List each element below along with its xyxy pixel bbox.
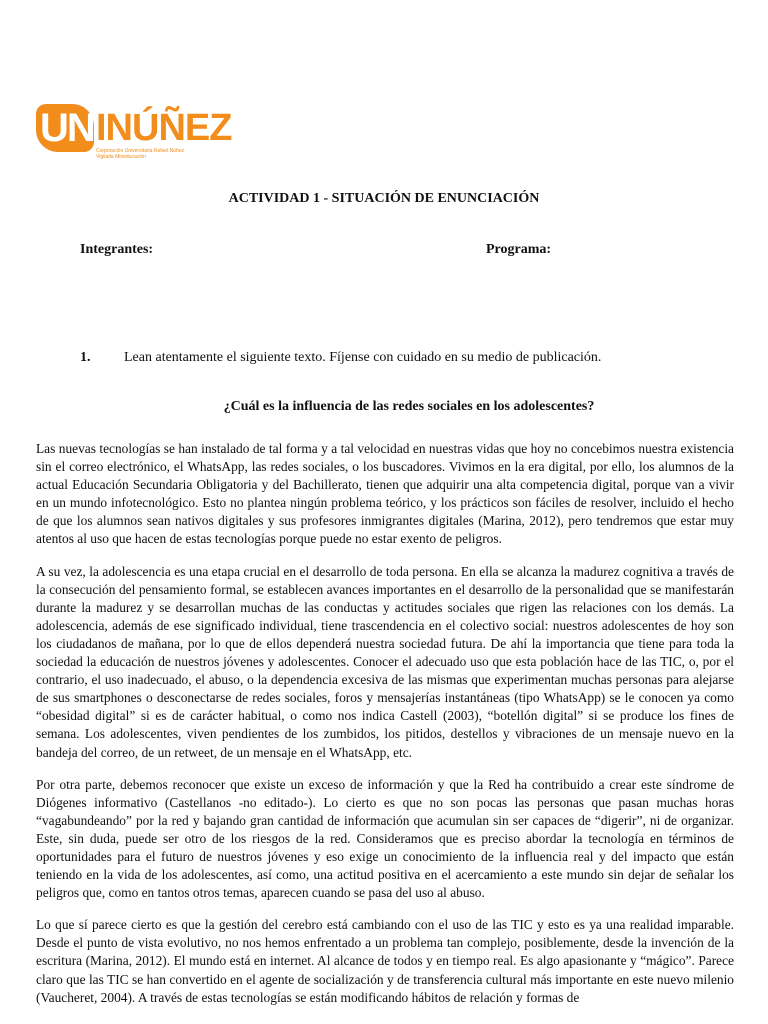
logo-subtitle-line-1: Corporación Universitaria Rafael Núñez [96, 148, 185, 154]
logo-mark [36, 104, 94, 152]
instruction-text: Lean atentamente el siguiente texto. Fíjense con cuidado en su medio de publicación. [124, 350, 602, 365]
university-logo [36, 104, 232, 160]
paragraph-4: Lo que sí parece cierto es que la gestión del cerebro está cambiando con el uso de las TIC y esto es ya una realidad imparable. Desde el punto de vista evolutivo, no nos hemos enfrentado a un problema tan complejo, posiblemente, desde la invención de la escritura (Marina, 2012). El mundo está en internet. Al alcance de todos y en tiempo real. Es algo apasionante y “mágico”. Parece claro que las TIC se han convertido en el agente de socialización y de transferencia cultural más importante en este nuevo milenio (Vaucheret, 2004). A través de estas tecnologías se están modificando hábitos de relación y formas de [36, 917, 734, 1005]
programa-label: Programa: [486, 242, 552, 257]
logo-wordmark: INÚÑEZ [96, 107, 232, 149]
instruction-number: 1. [80, 350, 91, 365]
reading-body [36, 440, 734, 1021]
instruction-item [80, 350, 720, 366]
integrantes-label: Integrantes: [80, 242, 154, 257]
document-title: ACTIVIDAD 1 - SITUACIÓN DE ENUNCIACIÓN [228, 191, 540, 206]
logo-subtitle [96, 148, 184, 160]
reading-question: ¿Cuál es la influencia de las redes sociales en los adolescentes? [223, 399, 595, 414]
logo-subtitle-line-2: Vigilada Mineducación [96, 154, 146, 160]
logo-mark-text: UN [40, 106, 94, 150]
paragraph-1: Las nuevas tecnologías se han instalado de tal forma y a tal velocidad en nuestras vidas que hoy no concebimos nuestra existencia sin el correo electrónico, el WhatsApp, las redes sociales, o los buscadores. Vivimos en la era digital, por ello, los alumnos de la actual Educación Secundaria Obligatoria y del Bachillerato, tienen que adquirir una alta competencia digital, porque van a vivir en un mundo infotecnológico. Esto no plantea ningún problema teórico, y los prácticos son fáciles de resolver, incluido el hecho de que los alumnos sean nativos digitales y sus profesores inmigrantes digitales (Marina, 2012), pero tendremos que estar muy atentos al uso que hacen de estas tecnologías porque puede no estar exento de peligros. [36, 441, 734, 547]
paragraph-2: A su vez, la adolescencia es una etapa crucial en el desarrollo de toda persona. En ella se alcanza la madurez cognitiva a través de la consecución del pensamiento formal, se establecen avances importantes en el desarrollo de la personalidad que se manifestarán durante la madurez y se desarrollan muchas de las conductas y actitudes sociales que rigen las relaciones con los demás. La adolescencia, además de ese significado individual, tiene trascendencia en el colectivo social: nuestros adolescentes de hoy son los ciudadanos de mañana, por lo que de ellos dependerá nuestra sociedad futura. De ahí la importancia que tiene para toda la sociedad la educación de nuestros jóvenes y adolescentes. Conocer el adecuado uso que esta población hace de las TIC, o, por el contrario, el uso inadecuado, el abuso, o la dependencia excesiva de las mismas que experimentan muchas personas para alejarse de sus smartphones o desconectarse de redes sociales, foros y mensajerías instantáneas (tipo WhatsApp) se le conocen ya como “obesidad digital” si es de carácter habitual, o como nos indica Castell (2003), “botellón digital” si se produce los fines de semana. Los adolescentes, viven pendientes de los zumbidos, los pitidos, destellos y vibraciones de un mensaje nuevo en la bandeja del correo, de un retweet, de un mensaje en el WhatsApp, etc. [36, 563, 734, 760]
paragraph-3: Por otra parte, debemos reconocer que existe un exceso de información y que la Red ha contribuido a crear este síndrome de Diógenes informativo (Castellanos -no editado-). Lo cierto es que no son pocas las personas que pasan muchas horas “vagabundeando” por la red y bajando gran cantidad de información que acumulan sin ser capaces de “digerir”, ni de organizar. Este, sin duda, puede ser otro de los riesgos de la red. Consideramos que es preciso abordar la tecnología en términos de oportunidades para el futuro de nuestros jóvenes y eso exige un conocimiento de la influencia real y del impacto que están teniendo en la vida de los adolescentes, así como, una actitud positiva en el acercamiento a este mundo sin dejar de señalar los peligros que, como en tantos otros temas, aparecen cuando se pasa del uso al abuso. [36, 776, 734, 901]
